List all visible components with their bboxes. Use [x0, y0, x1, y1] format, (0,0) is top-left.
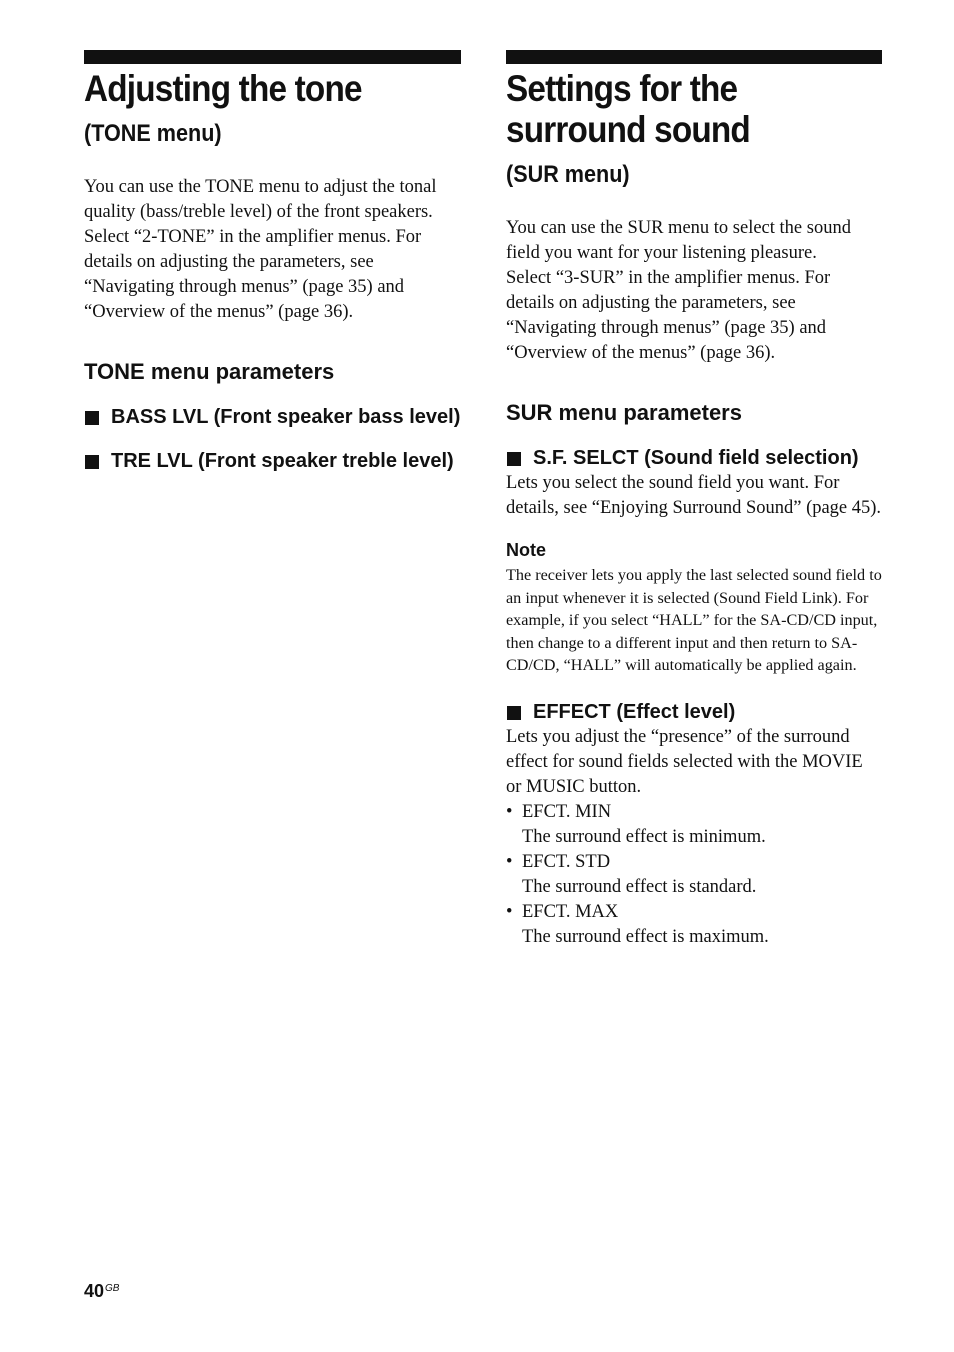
page-title: Adjusting the tone	[84, 68, 362, 109]
left-column	[84, 50, 461, 473]
square-bullet-icon	[507, 452, 521, 466]
square-bullet-icon	[85, 411, 99, 425]
page-subtitle: (TONE menu)	[84, 120, 222, 147]
parameter-label: S.F. SELCT (Sound field selection)	[533, 447, 859, 469]
bullet-dot-icon: •	[506, 851, 513, 872]
title-rule	[506, 50, 882, 64]
title-rule	[84, 50, 461, 64]
parameter-description: Lets you adjust the “presence” of the surround effect for sound fields selected with the MOVIE or MUSIC button.	[506, 726, 863, 797]
list-item	[506, 850, 882, 900]
list-item	[506, 800, 882, 850]
list-item	[506, 900, 882, 950]
note-title: Note	[506, 540, 546, 560]
section-heading: SUR menu parameters	[506, 400, 742, 425]
intro-paragraph: You can use the TONE menu to adjust the tonal quality (bass/treble level) of the front speakers.	[84, 177, 437, 222]
parameter-description: Lets you select the sound field you want. For details, see “Enjoying Surround Sound” (page 45).	[506, 473, 882, 518]
section-heading: TONE menu parameters	[84, 359, 335, 384]
intro-paragraph: Select “3-SUR” in the amplifier menus. For details on adjusting the parameters, see “Navigating through menus” (page 35) and “Overview of the menus” (page 36).	[506, 268, 831, 363]
parameter-label: EFFECT (Effect level)	[533, 700, 736, 723]
intro-text	[506, 216, 882, 366]
option-name: EFCT. STD	[522, 851, 611, 872]
option-name: EFCT. MAX	[522, 901, 619, 922]
parameter-label: BASS LVL (Front speaker bass level)	[111, 406, 461, 428]
option-description: The surround effect is minimum.	[522, 826, 766, 847]
option-name: EFCT. MIN	[522, 801, 612, 822]
option-description: The surround effect is maximum.	[522, 926, 769, 947]
option-description: The surround effect is standard.	[522, 876, 757, 897]
page-number	[84, 1281, 119, 1302]
parameter-label: TRE LVL (Front speaker treble level)	[111, 450, 454, 472]
note-text: The receiver lets you apply the last selected sound field to an input whenever it is selected (Sound Field Link). For example, if you select “HALL” for the SA-CD/CD input, then change to a different input and then return to SA-CD/CD, “HALL” will automatically be applied again.	[506, 566, 882, 675]
right-column	[506, 50, 882, 950]
square-bullet-icon	[85, 455, 99, 469]
option-list	[506, 800, 882, 950]
parameter-heading	[506, 701, 882, 724]
parameter-heading	[506, 447, 882, 470]
page-number-suffix: GB	[105, 1283, 120, 1294]
intro-text	[84, 175, 461, 325]
bullet-dot-icon: •	[506, 801, 513, 822]
intro-paragraph: You can use the SUR menu to select the sound field you want for your listening pleasure.	[506, 218, 851, 263]
page-title: Settings for the surround sound	[506, 68, 750, 150]
square-bullet-icon	[507, 706, 521, 720]
page-subtitle: (SUR menu)	[506, 161, 630, 188]
intro-paragraph: Select “2-TONE” in the amplifier menus. For details on adjusting the parameters, see “Navigating through menus” (page 35) and “Overview of the menus” (page 36).	[84, 227, 422, 322]
parameter-heading	[84, 450, 461, 473]
bullet-dot-icon: •	[506, 901, 513, 922]
parameter-heading	[84, 406, 461, 429]
page-number-value: 40	[84, 1281, 105, 1301]
